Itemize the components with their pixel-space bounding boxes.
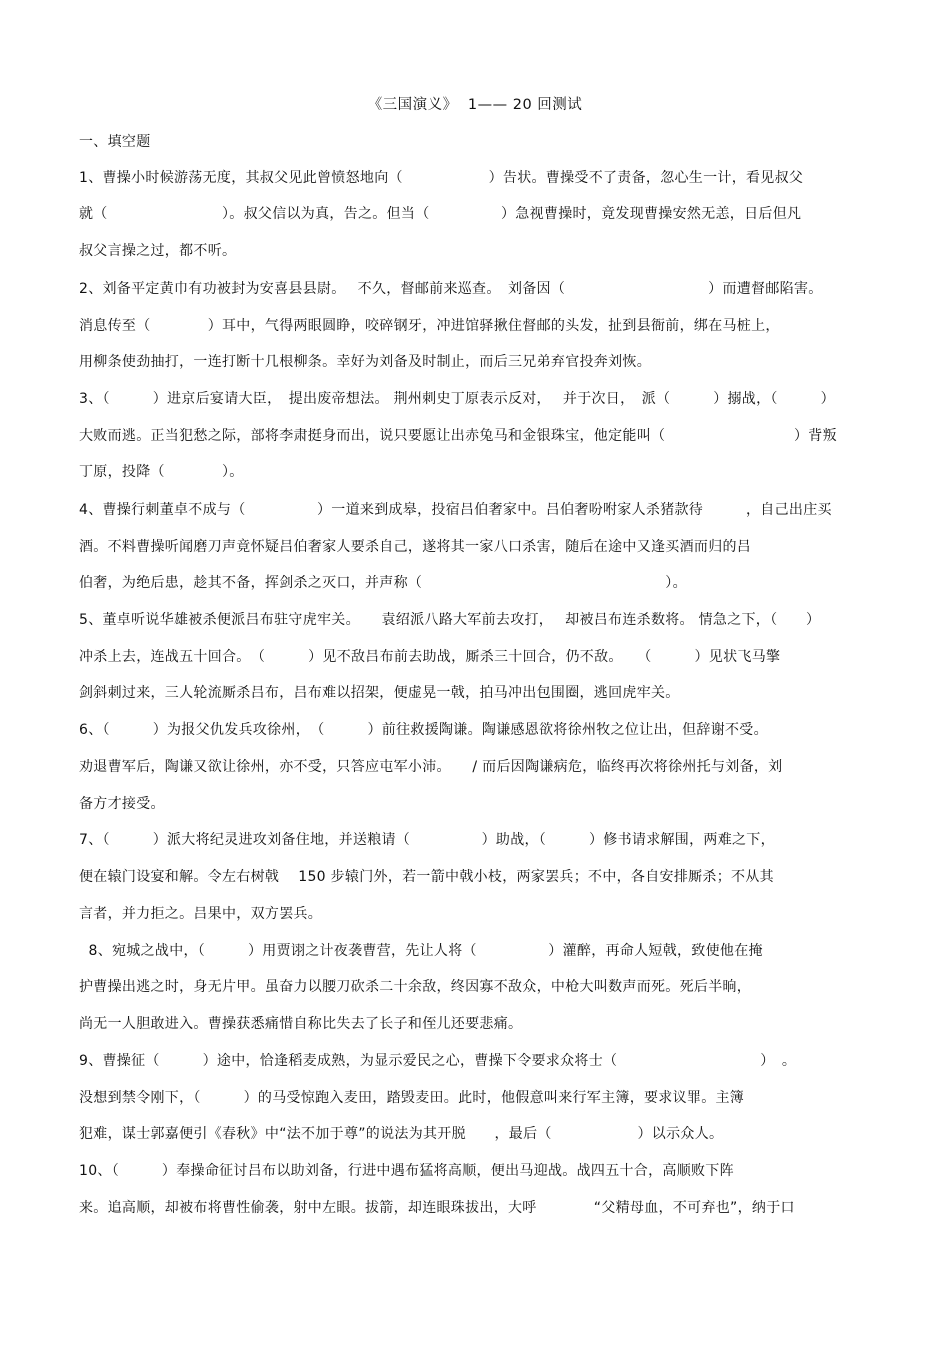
text-line: 用柳条使劲抽打，一连打断十几根柳条。幸好为刘备及时制止，而后三兄弟弃官投奔刘恢。 [79, 354, 651, 370]
text-line: 伯奢，为绝后患，趁其不备，挥剑杀之灭口，并声称（ ）。 [79, 575, 687, 591]
text-line: 4、曹操行刺董卓不成与（ ）一道来到成皋，投宿吕伯奢家中。吕伯奢吩咐家人杀猪款待 ，自己出庄买 [79, 502, 832, 518]
text-line: 5、董卓听说华雄被杀便派吕布驻守虎牢关。 袁绍派八路大军前去攻打， 却被吕布连杀数将。 情急之下，（ ） [79, 612, 821, 628]
text-line: 剑斜刺过来，三人轮流厮杀吕布，吕布难以招架，便虚晃一戟，拍马冲出包围圈，逃回虎牢关。 [79, 685, 680, 701]
text-line: 6、（ ）为报父仇发兵攻徐州， （ ）前往救援陶谦。陶谦感恩欲将徐州牧之位让出，但辞谢不受。 [79, 722, 768, 738]
text-line: 尚无一人胆敢进入。曹操获悉痛惜自称比失去了长子和侄儿还要悲痛。 [79, 1016, 523, 1032]
text-line: 言者，并力拒之。吕果中，双方罢兵。 [79, 906, 323, 922]
text-line: 8、宛城之战中，（ ）用贾诩之计夜袭曹营，先让人将（ ）灌醉，再命人短戟，致使他在掩 [79, 943, 763, 959]
text-line: 就（ ）。叔父信以为真，告之。但当（ ）急视曹操时，竟发现曹操安然无恙，日后但凡 [79, 206, 802, 222]
text-line: 护曹操出逃之时，身无片甲。虽奋力以腰刀砍杀二十余敌，终因寡不敌众，中枪大叫数声而死。死后半晌， [79, 979, 752, 995]
text-line: 犯难，谋士郭嘉便引《春秋》中“法不加于尊”的说法为其开脱 ，最后（ ）以示众人。 [79, 1126, 724, 1142]
text-line: 7、（ ）派大将纪灵进攻刘备住地，并送粮请（ ）助战，（ ）修书请求解围，两难之下， [79, 832, 775, 848]
text-line: 丁原，投降（ ）。 [79, 464, 244, 480]
text-line: 3、（ ）进京后宴请大臣， 提出废帝想法。 荆州刺史丁原表示反对， 并于次日， 派（ ）搦战，（ ） [79, 391, 835, 407]
text-line: 2、刘备平定黄巾有功被封为安喜县县尉。 不久，督邮前来巡查。 刘备因（ ）而遭督邮陷害。 [79, 281, 823, 297]
text-line: 劝退曹军后，陶谦又欲让徐州，亦不受，只答应屯军小沛。 / 而后因陶谦病危，临终再次将徐州托与刘备，刘 [79, 759, 783, 775]
text-line: 备方才接受。 [79, 796, 165, 812]
text-line: 叔父言操之过，都不听。 [79, 243, 237, 259]
text-line: 9、曹操征（ ）途中，恰逢稻麦成熟，为显示爱民之心，曹操下令要求众将士（ ） 。 [79, 1053, 797, 1069]
text-line: 来。追高顺，却被布将曹性偷袭，射中左眼。拔箭，却连眼珠拔出，大呼 “父精母血，不可弃也”，纳于口 [79, 1200, 795, 1216]
text-line: 没想到禁令刚下，（ ）的马受惊跑入麦田，踏毁麦田。此时，他假意叫来行军主簿，要求议罪。主簿 [79, 1090, 745, 1106]
text-line: 大败而逃。正当犯愁之际，部将李肃挺身而出，说只要愿让出赤兔马和金银珠宝，他定能叫（ ）背叛 [79, 428, 837, 444]
text-line: 消息传至（ ）耳中，气得两眼圆睁，咬碎钢牙，冲进馆驿揪住督邮的头发，扯到县衙前，绑在马桩上， [79, 318, 780, 334]
section-heading: 一、填空题 [79, 134, 151, 150]
text-line: 酒。不料曹操听闻磨刀声竟怀疑吕伯奢家人要杀自己，遂将其一家八口杀害，随后在途中又逢买酒而归的吕 [79, 539, 752, 555]
text-line: 1、曹操小时候游荡无度，其叔父见此曾愤怒地向（ ）告状。曹操受不了责备，忽心生一计，看见叔父 [79, 170, 804, 186]
text-line: 冲杀上去，连战五十回合。 （ ）见不敌吕布前去助战，厮杀三十回合，仍不敌。 （ ）见状飞马擎 [79, 649, 781, 665]
document-title: 《三国演义》 1—— 20 回测试 [367, 97, 583, 113]
text-line: 10、（ ）奉操命征讨吕布以助刘备，行进中遇布猛将高顺，便出马迎战。战四五十合，高顺败下阵 [79, 1163, 734, 1179]
text-line: 便在辕门设宴和解。令左右树戟 150 步辕门外，若一箭中戟小枝，两家罢兵；不中，各自安排厮杀；不从其 [79, 869, 774, 885]
